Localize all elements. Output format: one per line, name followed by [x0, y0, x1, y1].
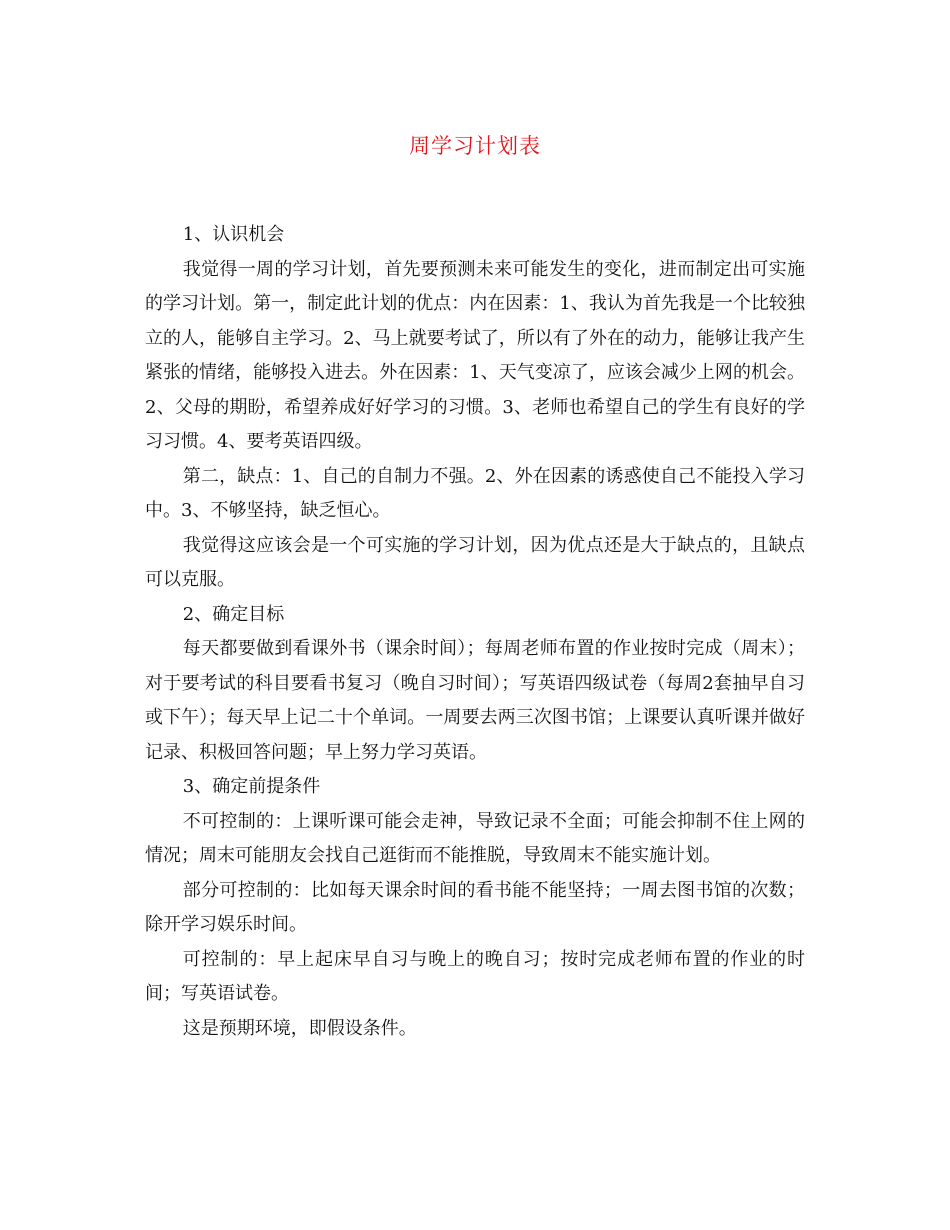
paragraph-uncontrollable: 不可控制的：上课听课可能会走神，导致记录不全面；可能会抑制不住上网的情况；周末可能朋友会找自己逛街而不能推脱，导致周末不能实施计划。	[145, 810, 805, 866]
section-heading-preconditions: 3、确定前提条件	[182, 776, 321, 797]
paragraph-assumption: 这是预期环境，即假设条件。	[182, 1017, 417, 1039]
document-title: 周学习计划表	[409, 134, 541, 158]
paragraph-partially-controllable: 部分可控制的：比如每天课余时间的看书能不能坚持；一周去图书馆的次数；除开学习娱乐时间。	[145, 879, 805, 935]
paragraph-disadvantages: 第二，缺点：1、自己的自制力不强。2、外在因素的诱惑使自己不能投入学习中。3、不够坚持，缺乏恒心。	[145, 465, 805, 521]
section-heading-set-goals: 2、确定目标	[182, 603, 285, 625]
paragraph-feasibility: 我觉得这应该会是一个可实施的学习计划，因为优点还是大于缺点的，且缺点可以克服。	[145, 534, 805, 590]
paragraph-advantages: 我觉得一周的学习计划，首先要预测未来可能发生的变化，进而制定出可实施的学习计划。第一，制定此计划的优点：内在因素：1、我认为首先我是一个比较独立的人，能够自主学习。2、马上就要考试了，所以有了外在的动力，能够让我产生紧张的情绪，能够投入进去。外在因素：1、天气变凉了，应该会减少上网的机会。2、父母的期盼，希望养成好好学习的习惯。3、老师也希望自己的学生有良好的学习习惯。4、要考英语四级。	[145, 258, 805, 452]
paragraph-goals: 每天都要做到看课外书（课余时间）；每周老师布置的作业按时完成（周末）；对于要考试的科目要看书复习（晚自习时间）；写英语四级试卷（每周2套抽早自习或下午）；每天早上记二十个单词。一周要去两三次图书馆；上课要认真听课并做好记录、积极回答问题；早上努力学习英语。	[145, 638, 805, 763]
section-heading-recognize-opportunity: 1、认识机会	[182, 224, 285, 245]
paragraph-controllable: 可控制的：早上起床早自习与晚上的晚自习；按时完成老师布置的作业的时间；写英语试卷。	[145, 948, 805, 1004]
document-body	[145, 218, 805, 1046]
